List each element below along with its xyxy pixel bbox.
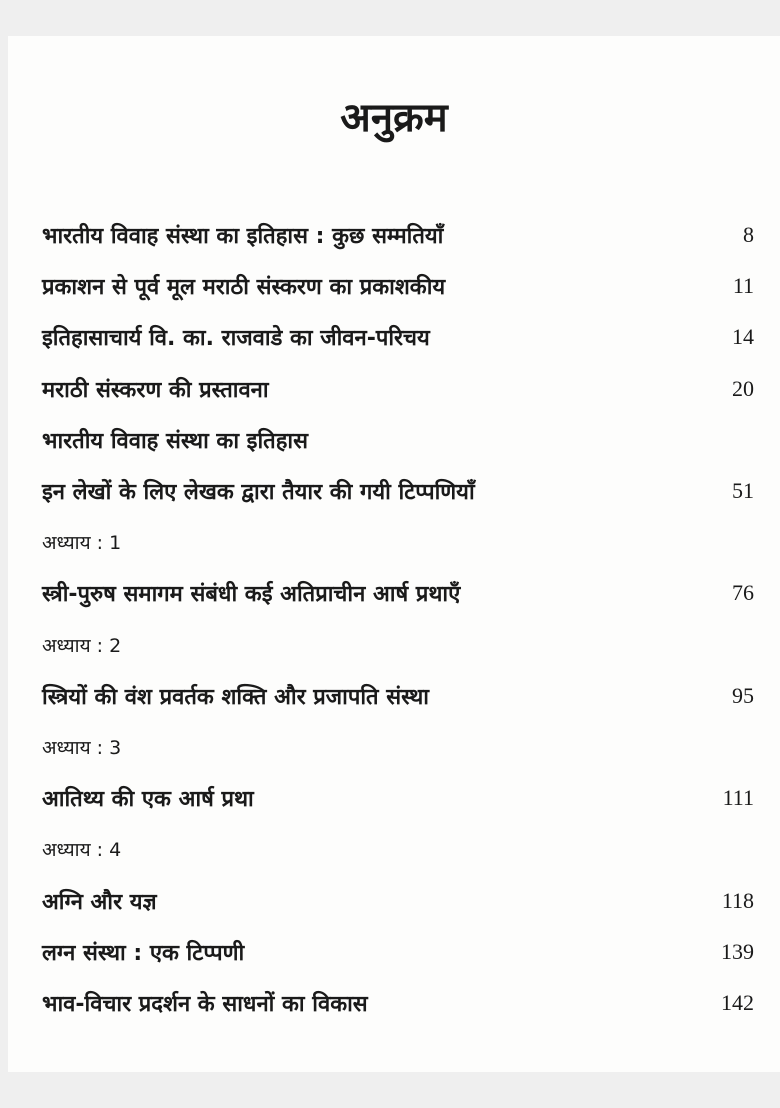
toc-entry-page: 76: [732, 580, 754, 606]
toc-entry-title: मराठी संस्करण की प्रस्तावना: [42, 377, 269, 403]
toc-entry-title: भाव-विचार प्रदर्शन के साधनों का विकास: [42, 992, 368, 1017]
toc-entry-page: 142: [721, 990, 754, 1015]
toc-entry-title: इतिहासाचार्य वि. का. राजवाडे का जीवन-परिचय: [42, 326, 430, 352]
toc-entry-title: आतिथ्य की एक आर्ष प्रथा: [42, 787, 254, 813]
toc-entry: [42, 420, 754, 460]
toc-entry: [42, 983, 754, 1023]
toc-entry-title: भारतीय विवाह संस्था का इतिहास: [42, 428, 308, 454]
toc-entry-title: स्त्री-पुरुष समागम संबंधी कई अतिप्राचीन आर्ष प्रथाएँ: [42, 582, 461, 608]
toc-entry: [42, 676, 754, 716]
toc-entry: [42, 778, 754, 818]
toc-entry-page: 51: [732, 478, 754, 503]
toc-entry-title: लग्न संस्था : एक टिप्पणी: [42, 940, 245, 966]
toc-entry-title: अध्याय : 2: [42, 634, 122, 657]
toc-entry-page: 139: [721, 938, 754, 964]
toc-entry-title: स्त्रियों की वंश प्रवर्तक शक्ति और प्रजापति संस्था: [42, 684, 429, 710]
toc-entry-title: अध्याय : 1: [42, 532, 122, 555]
toc-entry-page: 20: [732, 375, 754, 401]
toc-entry: [42, 317, 754, 357]
page-title: अनुक्रम: [340, 95, 448, 141]
toc-entry-page: 11: [732, 273, 754, 299]
toc-entry: [42, 727, 754, 767]
toc-entry-page: 111: [722, 785, 754, 811]
toc-entry: [42, 522, 754, 562]
toc-entry: [42, 829, 754, 869]
toc-entry: [42, 625, 754, 665]
toc-entry: [42, 471, 754, 511]
toc-entry: [42, 932, 754, 972]
toc-entry-page: 95: [732, 682, 754, 708]
toc-entry-title: अग्नि और यज्ञ: [42, 889, 157, 915]
toc-entry-page: 118: [721, 887, 754, 913]
toc-entry-page: 8: [743, 222, 754, 247]
toc-entry-page: 14: [732, 324, 754, 350]
toc-entry-title: प्रकाशन से पूर्व मूल मराठी संस्करण का प्रकाशकीय: [42, 275, 446, 301]
toc-entry: [42, 573, 754, 613]
toc-entry: [42, 881, 754, 921]
toc-entry: [42, 266, 754, 306]
toc-entry: [42, 369, 754, 409]
toc-entry-title: इन लेखों के लिए लेखक द्वारा तैयार की गयी टिप्पणियाँ: [42, 480, 475, 505]
toc-entry: [42, 215, 754, 255]
book-page: [8, 36, 780, 1072]
toc-entry-title: भारतीय विवाह संस्था का इतिहास : कुछ सम्मतियाँ: [42, 224, 444, 249]
toc-entry-title: अध्याय : 3: [42, 737, 122, 759]
toc-entry-title: अध्याय : 4: [42, 839, 122, 862]
